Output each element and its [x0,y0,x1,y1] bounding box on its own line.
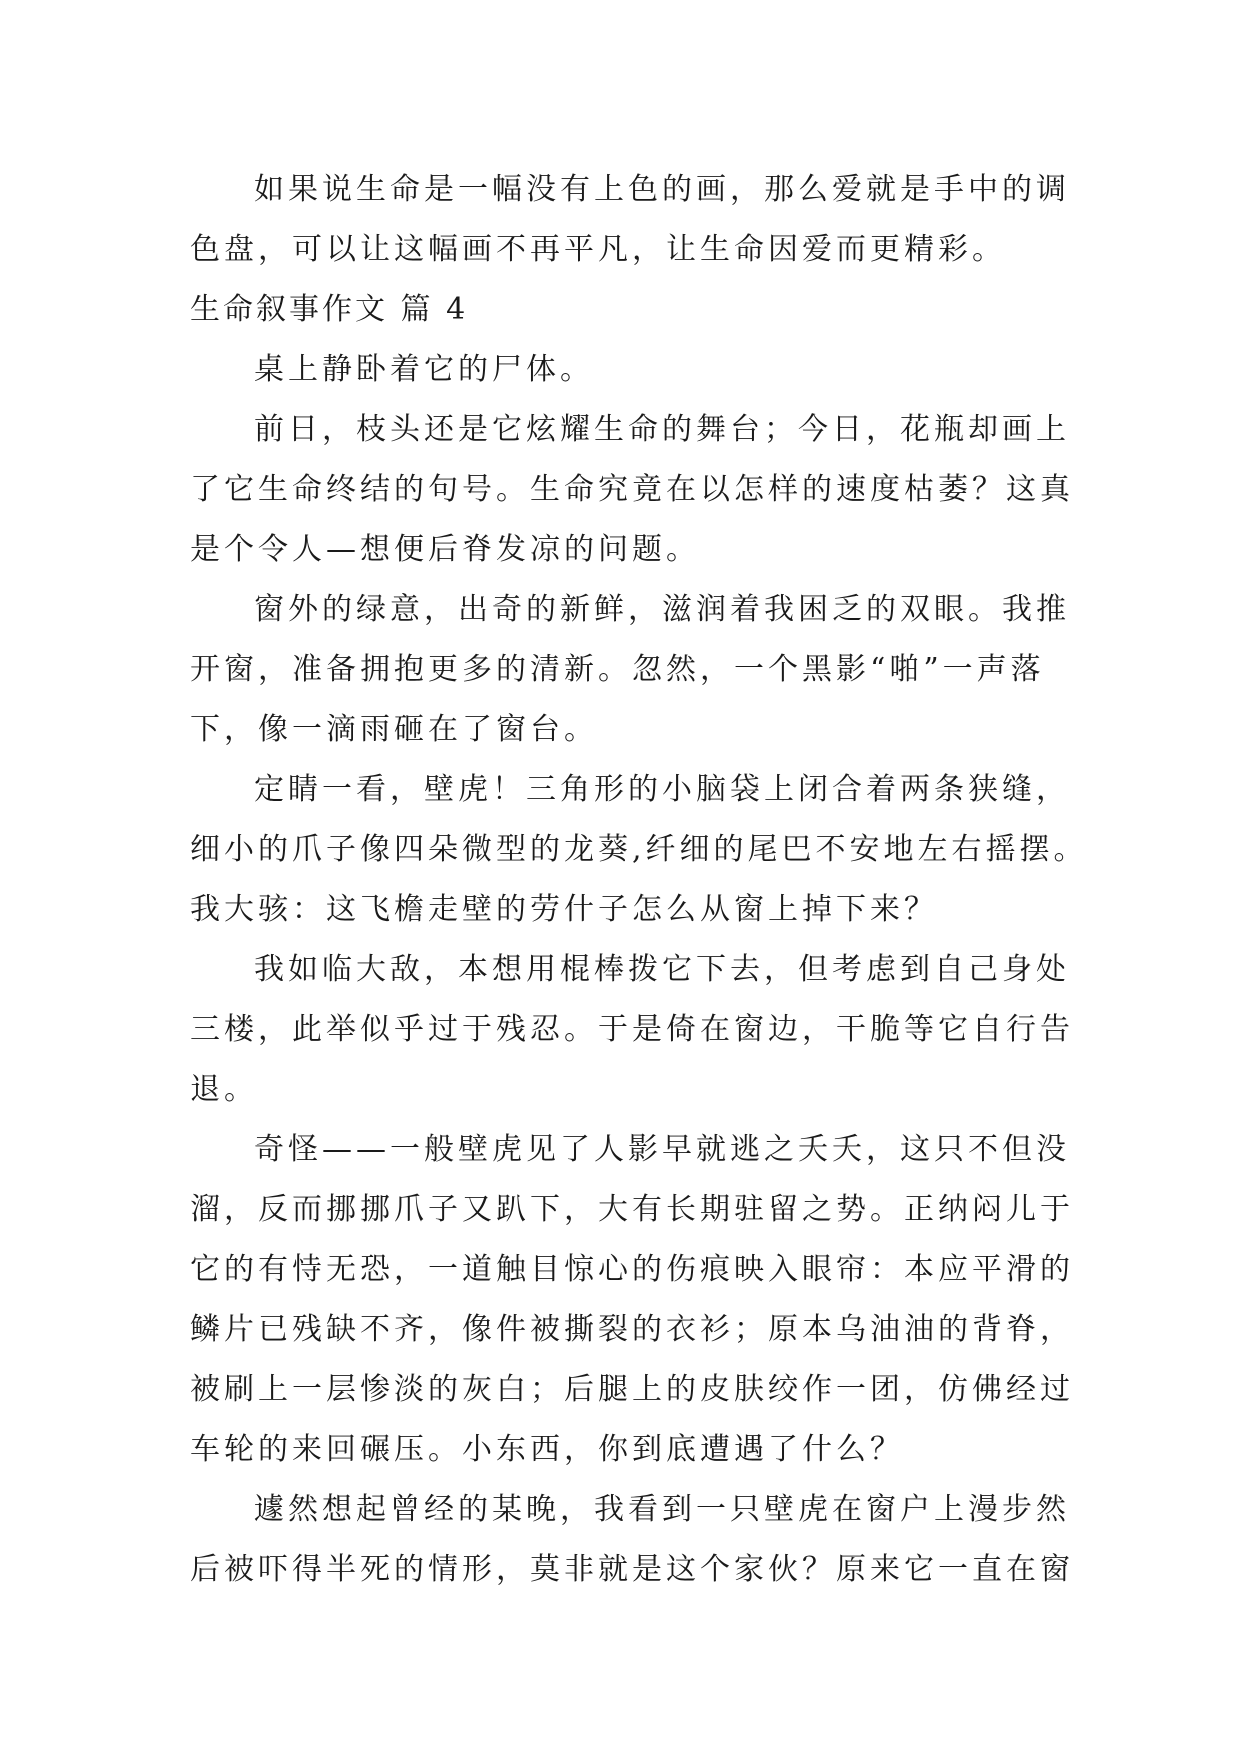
text-line: 车轮的来回碾压。小东西，你到底遭遇了什么？ [190,1432,904,1467]
text-line: 窗外的绿意，出奇的新鲜，滋润着我困乏的双眼。我推 [254,592,1070,627]
text-line: 退。 [190,1072,258,1107]
text-line: 下，像一滴雨砸在了窗台。 [190,712,598,747]
text-line: 色盘，可以让这幅画不再平凡，让生命因爱而更精彩。 [190,232,1006,267]
text-line: 被刷上一层惨淡的灰白；后腿上的皮肤绞作一团，仿佛经过 [190,1372,1074,1407]
text-line: 溜，反而挪挪爪子又趴下，大有长期驻留之势。正纳闷儿于 [190,1192,1074,1227]
section-heading: 生命叙事作文 篇 4 [190,292,469,327]
text-line: 遽然想起曾经的某晚，我看到一只壁虎在窗户上漫步然 [254,1492,1070,1527]
text-line: 我大骇：这飞檐走壁的劳什子怎么从窗上掉下来？ [190,892,938,927]
text-line: 了它生命终结的句号。生命究竟在以怎样的速度枯萎？这真 [190,472,1074,507]
text-line: 前日，枝头还是它炫耀生命的舞台；今日，花瓶却画上 [254,412,1070,447]
text-line: 如果说生命是一幅没有上色的画，那么爱就是手中的调 [254,172,1070,207]
text-line: 后被吓得半死的情形，莫非就是这个家伙？原来它一直在窗 [190,1552,1074,1587]
text-body [190,160,1088,1600]
text-line: 细小的爪子像四朵微型的龙葵,纤细的尾巴不安地左右摇摆。 [190,832,1088,867]
text-line: 奇怪——一般壁虎见了人影早就逃之夭夭，这只不但没 [254,1132,1070,1167]
text-line: 三楼，此举似乎过于残忍。于是倚在窗边，干脆等它自行告 [190,1012,1074,1047]
text-line: 定睛一看，壁虎！三角形的小脑袋上闭合着两条狭缝， [254,772,1070,807]
text-line: 开窗，准备拥抱更多的清新。忽然，一个黑影“啪”一声落 [190,652,1045,687]
text-line: 是个令人—想便后脊发凉的问题。 [190,532,700,567]
text-line: 它的有恃无恐，一道触目惊心的伤痕映入眼帘：本应平滑的 [190,1252,1074,1287]
text-line: 我如临大敌，本想用棍棒拨它下去，但考虑到自己身处 [254,952,1070,987]
text-line: 鳞片已残缺不齐，像件被撕裂的衣衫；原本乌油油的背脊， [190,1312,1074,1347]
text-line: 桌上静卧着它的尸体。 [254,352,594,387]
